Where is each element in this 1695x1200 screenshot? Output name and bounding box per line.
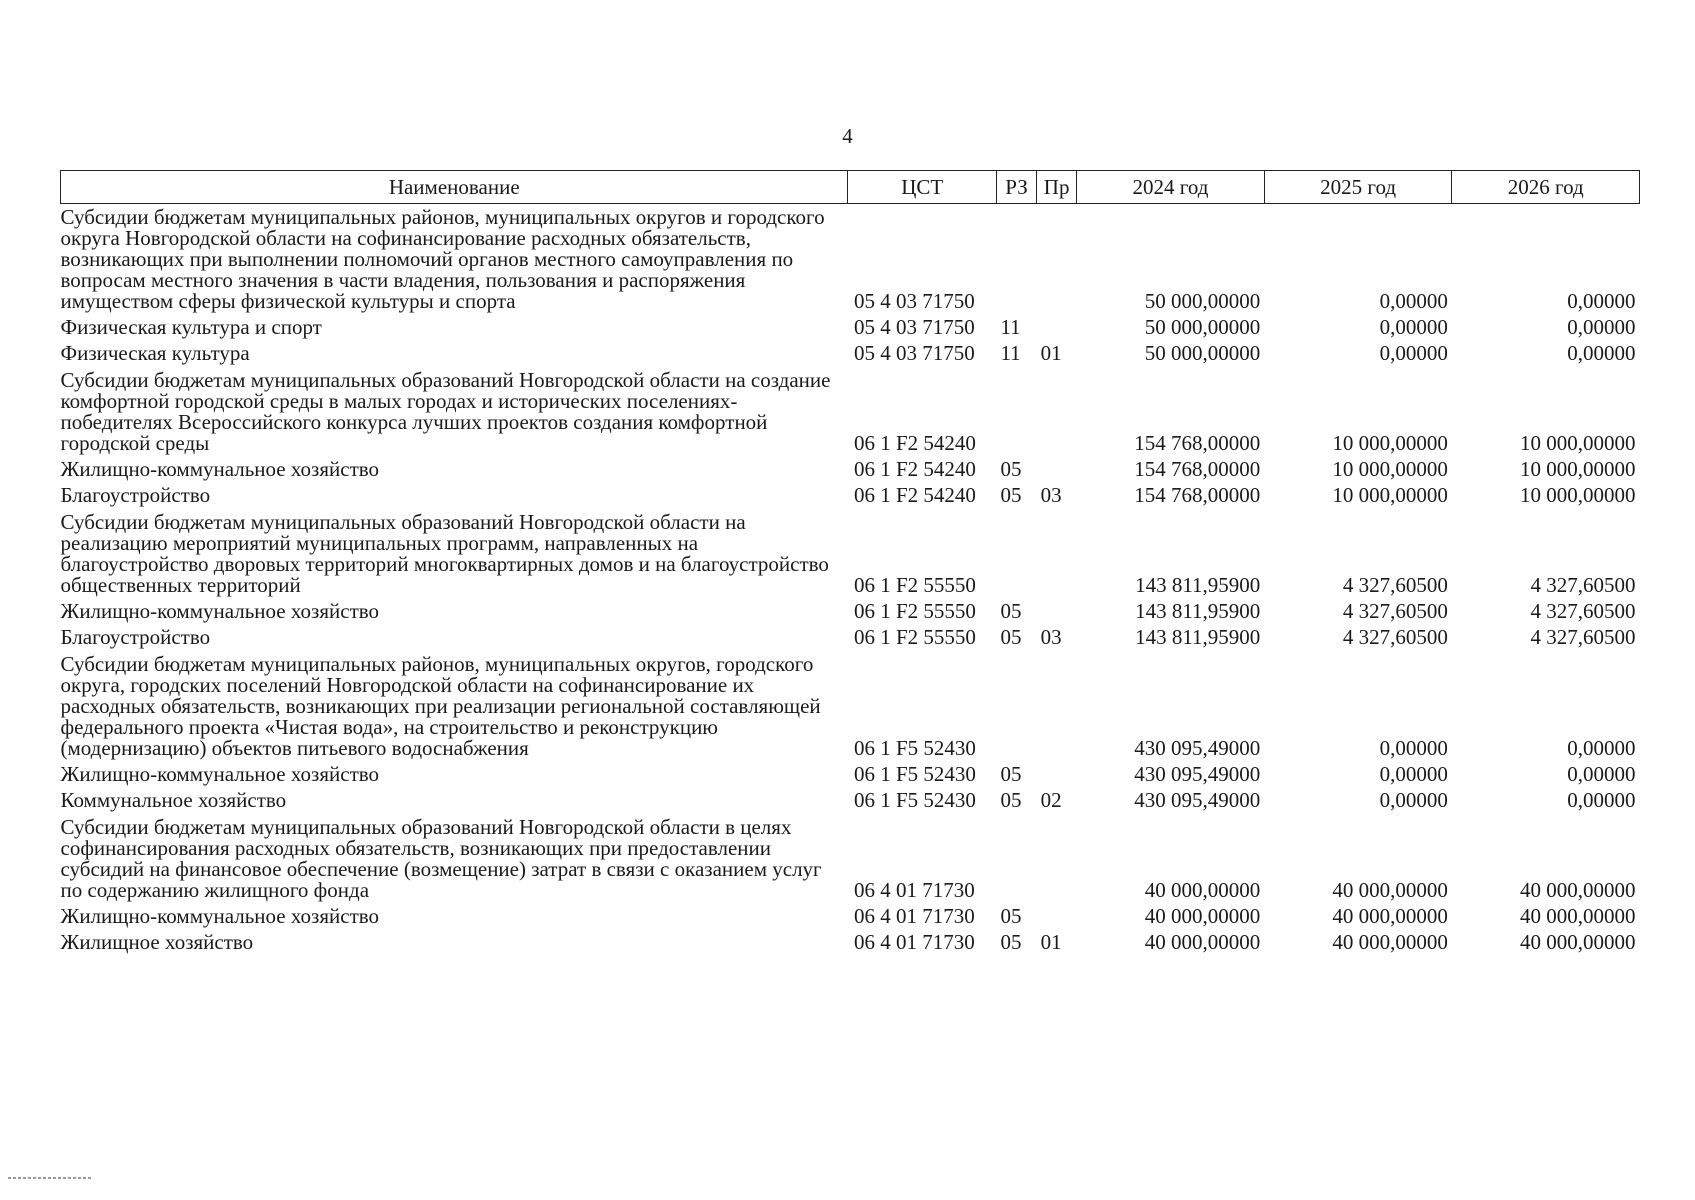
row-pr	[1037, 762, 1077, 788]
table-row	[61, 367, 1640, 457]
row-value-2026: 4 327,60500	[1530, 625, 1636, 649]
table-row	[61, 315, 1640, 341]
row-pr	[1037, 315, 1077, 341]
row-value-2025: 10 000,00000	[1332, 483, 1448, 507]
row-cst: 06 1 F2 54240	[853, 483, 976, 507]
row-value-2025: 10 000,00000	[1332, 431, 1448, 455]
table-row	[61, 788, 1640, 814]
table-body	[61, 204, 1640, 957]
row-rz: 05	[1000, 457, 1022, 481]
row-name: Субсидии бюджетам муниципальных образований Новгородской области на создание комфортной городской среды в малых городах и исторических поселениях-победителях Всероссийского конкурса лучших проектов создания комфортной городской среды	[60, 368, 831, 455]
row-cst: 06 4 01 71730	[853, 930, 975, 954]
row-cst: 06 1 F2 54240	[853, 457, 976, 481]
row-pr: 03	[1040, 483, 1062, 507]
row-cst: 06 1 F2 55550	[853, 625, 976, 649]
row-pr	[1037, 457, 1077, 483]
header-pr: Пр	[1037, 171, 1077, 204]
table-row	[61, 509, 1640, 599]
row-value-2026: 0,00000	[1567, 341, 1636, 365]
row-pr	[1037, 904, 1077, 930]
row-rz: 05	[1000, 762, 1022, 786]
row-name: Жилищно-коммунальное хозяйство	[60, 457, 380, 481]
row-value-2024: 143 811,95900	[1135, 599, 1261, 623]
row-cst: 05 4 03 71750	[853, 289, 975, 313]
row-cst: 06 4 01 71730	[853, 878, 975, 902]
row-value-2025: 40 000,00000	[1332, 904, 1448, 928]
row-value-2024: 154 768,00000	[1134, 457, 1261, 481]
row-cst: 06 4 01 71730	[853, 904, 975, 928]
row-cst: 06 1 F5 52430	[853, 788, 976, 812]
row-cst: 06 1 F2 55550	[853, 599, 976, 623]
scan-artifact	[8, 1177, 92, 1179]
row-rz: 05	[1000, 625, 1022, 649]
row-rz: 11	[1000, 315, 1021, 339]
row-value-2025: 40 000,00000	[1332, 878, 1448, 902]
row-value-2026: 4 327,60500	[1530, 599, 1636, 623]
row-pr	[1037, 204, 1077, 316]
row-name: Жилищно-коммунальное хозяйство	[60, 762, 380, 786]
row-name: Субсидии бюджетам муниципальных образований Новгородской области на реализацию мероприятий муниципальных программ, направленных на благоустройство дворовых территорий многоквартирных домов и на благоустройство общественных территорий	[60, 510, 829, 597]
row-value-2026: 0,00000	[1567, 788, 1636, 812]
row-value-2026: 10 000,00000	[1520, 457, 1636, 481]
row-value-2026: 0,00000	[1567, 315, 1636, 339]
row-value-2025: 4 327,60500	[1342, 599, 1448, 623]
row-value-2024: 50 000,00000	[1144, 289, 1261, 313]
table-row	[61, 814, 1640, 904]
table-row	[61, 625, 1640, 651]
row-name: Физическая культура и спорт	[60, 315, 322, 339]
table-row	[61, 204, 1640, 316]
row-cst: 05 4 03 71750	[853, 341, 975, 365]
row-pr	[1037, 599, 1077, 625]
row-name: Субсидии бюджетам муниципальных районов, муниципальных округов, городского округа, городских поселений Новгородской области на софинансирование их расходных обязательств, возникающих при реализации региональной составляющей федерального проекта «Чистая вода», на строительство и реконструкцию (модернизацию) объектов питьевого водоснабжения	[60, 652, 821, 760]
row-value-2026: 40 000,00000	[1520, 904, 1636, 928]
table-row	[61, 457, 1640, 483]
table-header	[61, 171, 1640, 204]
row-rz: 05	[1000, 904, 1022, 928]
row-rz	[996, 204, 1036, 316]
row-value-2025: 10 000,00000	[1332, 457, 1448, 481]
row-value-2026: 40 000,00000	[1520, 878, 1636, 902]
row-value-2025: 0,00000	[1379, 788, 1448, 812]
row-rz: 05	[1000, 788, 1022, 812]
row-value-2025: 0,00000	[1379, 289, 1448, 313]
row-value-2026: 40 000,00000	[1520, 930, 1636, 954]
row-rz	[996, 509, 1036, 599]
row-rz: 11	[1000, 341, 1021, 365]
table-row	[61, 651, 1640, 762]
row-pr: 01	[1040, 341, 1062, 365]
budget-table	[60, 170, 1640, 956]
row-value-2026: 0,00000	[1567, 762, 1636, 786]
row-value-2024: 430 095,49000	[1134, 736, 1261, 760]
row-name: Жилищное хозяйство	[60, 930, 254, 954]
row-name: Жилищно-коммунальное хозяйство	[60, 904, 380, 928]
row-value-2024: 430 095,49000	[1134, 762, 1261, 786]
row-pr	[1037, 367, 1077, 457]
table-row	[61, 904, 1640, 930]
row-name: Жилищно-коммунальное хозяйство	[60, 599, 380, 623]
row-pr: 02	[1040, 788, 1062, 812]
row-value-2024: 50 000,00000	[1144, 341, 1261, 365]
row-rz: 05	[1000, 599, 1022, 623]
row-name: Благоустройство	[60, 483, 211, 507]
row-value-2024: 154 768,00000	[1134, 431, 1261, 455]
header-rz: РЗ	[996, 171, 1036, 204]
row-rz: 05	[1000, 930, 1022, 954]
row-name: Коммунальное хозяйство	[60, 788, 287, 812]
row-value-2024: 40 000,00000	[1144, 904, 1261, 928]
header-2026: 2026 год	[1452, 171, 1640, 204]
row-value-2026: 0,00000	[1567, 289, 1636, 313]
row-value-2024: 143 811,95900	[1135, 625, 1261, 649]
table-row	[61, 599, 1640, 625]
row-cst: 06 1 F5 52430	[853, 736, 976, 760]
row-value-2025: 0,00000	[1379, 762, 1448, 786]
row-value-2025: 0,00000	[1379, 736, 1448, 760]
header-cst: ЦСТ	[848, 171, 996, 204]
row-pr	[1037, 509, 1077, 599]
row-value-2025: 0,00000	[1379, 315, 1448, 339]
row-value-2026: 4 327,60500	[1530, 573, 1636, 597]
row-value-2024: 40 000,00000	[1144, 930, 1261, 954]
row-value-2024: 40 000,00000	[1144, 878, 1261, 902]
row-value-2026: 10 000,00000	[1520, 483, 1636, 507]
row-name: Благоустройство	[60, 625, 211, 649]
page-number: 4	[842, 124, 853, 148]
table-row	[61, 930, 1640, 956]
row-rz: 05	[1000, 483, 1022, 507]
header-name: Наименование	[61, 171, 848, 204]
row-cst: 06 1 F2 55550	[853, 573, 976, 597]
row-pr: 01	[1040, 930, 1062, 954]
header-row	[61, 171, 1640, 204]
row-pr: 03	[1040, 625, 1062, 649]
row-value-2025: 4 327,60500	[1342, 625, 1448, 649]
row-value-2025: 40 000,00000	[1332, 930, 1448, 954]
row-cst: 05 4 03 71750	[853, 315, 975, 339]
row-pr	[1037, 651, 1077, 762]
row-cst: 06 1 F2 54240	[853, 431, 976, 455]
row-value-2026: 10 000,00000	[1520, 431, 1636, 455]
row-value-2024: 430 095,49000	[1134, 788, 1261, 812]
header-2025: 2025 год	[1264, 171, 1452, 204]
row-rz	[996, 651, 1036, 762]
row-rz	[996, 814, 1036, 904]
header-2024: 2024 год	[1077, 171, 1265, 204]
row-pr	[1037, 814, 1077, 904]
row-value-2026: 0,00000	[1567, 736, 1636, 760]
row-value-2024: 143 811,95900	[1135, 573, 1261, 597]
row-value-2024: 50 000,00000	[1144, 315, 1261, 339]
row-value-2024: 154 768,00000	[1134, 483, 1261, 507]
row-name: Субсидии бюджетам муниципальных образований Новгородской области в целях софинансирования расходных обязательств, возникающих при предоставлении субсидий на финансовое обеспечение (возмещение) затрат в связи с оказанием услуг по содержанию жилищного фонда	[60, 815, 822, 902]
row-rz	[996, 367, 1036, 457]
table-row	[61, 341, 1640, 367]
table-row	[61, 483, 1640, 509]
row-cst: 06 1 F5 52430	[853, 762, 976, 786]
table-row	[61, 762, 1640, 788]
row-name: Субсидии бюджетам муниципальных районов, муниципальных округов и городского округа Новгородской области на софинансирование расходных обязательств, возникающих при выполнении полномочий органов местного самоуправления по вопросам местного значения в части владения, пользования и распоряжения имуществом сферы физической культуры и спорта	[60, 205, 825, 313]
row-value-2025: 4 327,60500	[1342, 573, 1448, 597]
row-name: Физическая культура	[60, 341, 250, 365]
row-value-2025: 0,00000	[1379, 341, 1448, 365]
